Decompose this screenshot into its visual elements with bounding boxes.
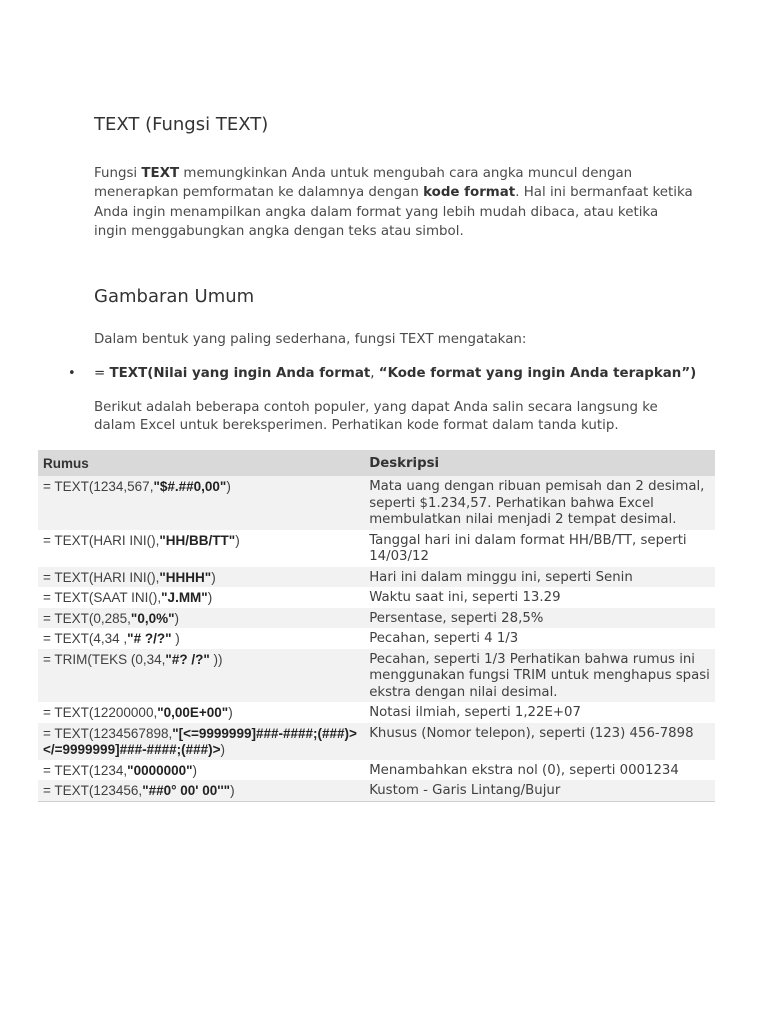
syntax-text <box>94 364 696 383</box>
syntax-value-arg: TEXT(Nilai yang ingin Anda format <box>109 366 371 381</box>
overview-heading: Gambaran Umum <box>94 286 255 307</box>
table-row <box>38 587 715 608</box>
formula-cell: = TEXT(1234567898,"[<=9999999]###-####;(###)></=9999999]###-####;(###)>) <box>38 723 364 760</box>
description-cell: Pecahan, seperti 1/3 Perhatikan bahwa rumus ini menggunakan fungsi TRIM untuk menghapus spasi ekstra dengan nilai desimal. <box>364 649 715 703</box>
intro-bold-format-code: kode format <box>423 185 516 201</box>
description-cell: Waktu saat ini, seperti 13.29 <box>364 587 715 608</box>
formula-cell: = TEXT(12200000,"0,00E+00") <box>38 702 364 723</box>
header-deskripsi: Deskripsi <box>364 450 715 476</box>
table-row <box>38 649 715 703</box>
formula-cell: = TEXT(HARI INI(),"HH/BB/TT") <box>38 530 364 567</box>
formula-cell: = TEXT(1234,"0000000") <box>38 760 364 781</box>
syntax-prefix: = <box>94 366 110 381</box>
table-row <box>38 567 715 588</box>
examples-note: Berikut adalah beberapa contoh populer, yang dapat Anda salin secara langsung ke dalam Excel untuk bereksperimen. Perhatikan kode format dalam tanda kutip. <box>94 400 658 433</box>
description-cell: Notasi ilmiah, seperti 1,22E+07 <box>364 702 715 723</box>
intro-text-1: Fungsi <box>94 166 142 181</box>
formula-cell: = TEXT(HARI INI(),"HHHH") <box>38 567 364 588</box>
formula-cell: = TRIM(TEKS (0,34,"#? /?" )) <box>38 649 364 703</box>
description-cell: Tanggal hari ini dalam format HH/BB/TT, seperti 14/03/12 <box>364 530 715 567</box>
table-row <box>38 723 715 760</box>
formula-cell: = TEXT(1234,567,"$#.##0,00") <box>38 476 364 530</box>
overview-lead: Dalam bentuk yang paling sederhana, fungsi TEXT mengatakan: <box>94 332 527 347</box>
intro-text-3: . Hal ini bermanfaat ketika Anda ingin menampilkan angka dalam format yang lebih mudah dibaca, atau ketika ingin menggabungkan angka dengan teks atau simbol. <box>94 185 693 240</box>
table-row <box>38 530 715 567</box>
description-cell: Khusus (Nomor telepon), seperti (123) 456-7898 <box>364 723 715 760</box>
table-row <box>38 628 715 649</box>
page-title: TEXT (Fungsi TEXT) <box>94 114 269 135</box>
table-row <box>38 760 715 781</box>
description-cell: Persentase, seperti 28,5% <box>364 608 715 629</box>
table-row <box>38 608 715 629</box>
description-cell: Pecahan, seperti 4 1/3 <box>364 628 715 649</box>
formula-cell: = TEXT(SAAT INI(),"J.MM") <box>38 587 364 608</box>
table-row <box>38 702 715 723</box>
formula-cell: = TEXT(123456,"##0° 00' 00''") <box>38 780 364 801</box>
bullet-dot-icon: • <box>68 366 76 381</box>
description-cell: Kustom - Garis Lintang/Bujur <box>364 780 715 801</box>
description-cell: Hari ini dalam minggu ini, seperti Senin <box>364 567 715 588</box>
syntax-separator: , <box>370 366 379 381</box>
syntax-format-arg: “Kode format yang ingin Anda terapkan”) <box>378 366 697 381</box>
intro-text-2: memungkinkan Anda untuk mengubah cara angka muncul dengan menerapkan pemformatan ke dalamnya dengan <box>94 166 633 201</box>
intro-bold-text: TEXT <box>141 166 180 181</box>
description-cell: Mata uang dengan ribuan pemisah dan 2 desimal, seperti $1.234,57. Perhatikan bahwa Excel membulatkan nilai menjadi 2 tempat desimal. <box>364 476 715 530</box>
table-header-row <box>38 450 715 476</box>
formula-cell: = TEXT(0,285,"0,0%") <box>38 608 364 629</box>
table-row <box>38 780 715 801</box>
description-cell: Menambahkan ekstra nol (0), seperti 0001234 <box>364 760 715 781</box>
header-rumus: Rumus <box>38 450 364 476</box>
intro-paragraph <box>94 164 694 242</box>
formula-cell: = TEXT(4,34 ,"# ?/?" ) <box>38 628 364 649</box>
table-row <box>38 476 715 530</box>
examples-table <box>38 450 715 802</box>
